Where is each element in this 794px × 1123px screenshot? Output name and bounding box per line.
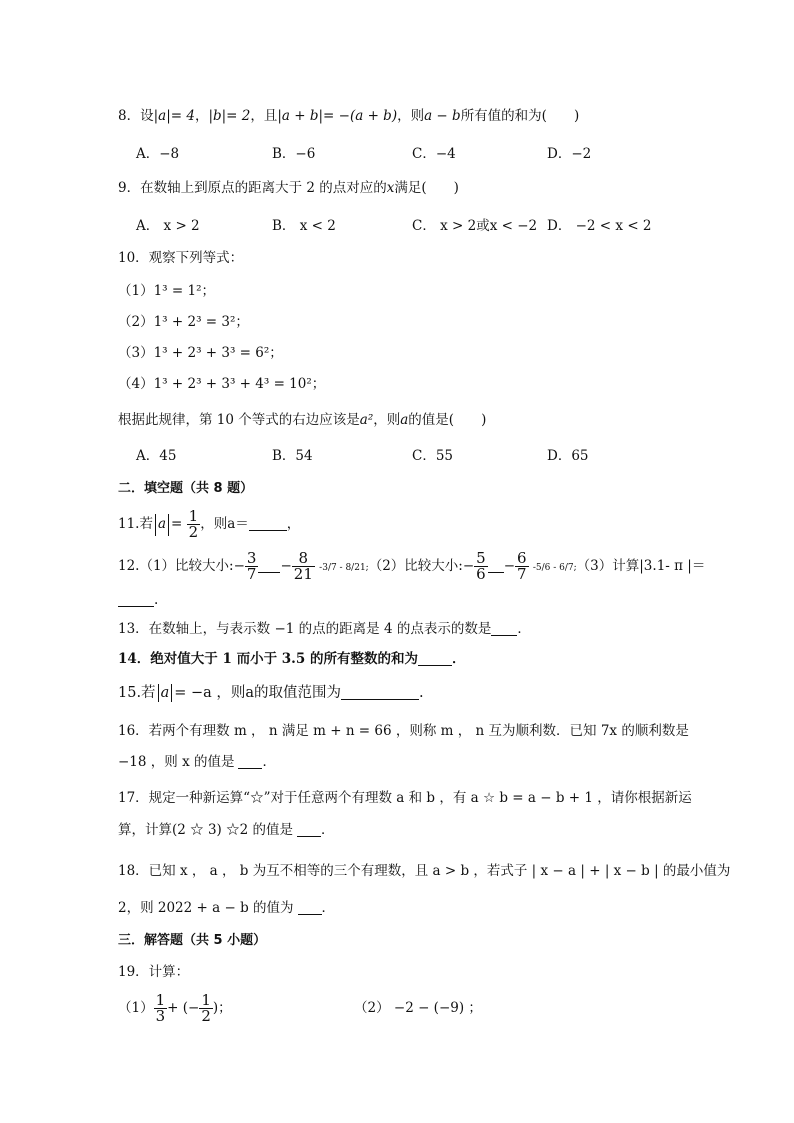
denominator: 2: [188, 523, 199, 541]
answer-blank[interactable]: [298, 900, 322, 915]
question-9: [118, 178, 459, 198]
q12-fraction-3: [474, 551, 488, 582]
q16-end: ．: [262, 754, 276, 770]
q12-small-text-2: -5/6 - 6/7;: [532, 563, 577, 573]
numerator: 1: [201, 991, 211, 1009]
q10-equation-1: [118, 281, 215, 301]
q12-part-3: （3）计算|3.1- π |＝: [576, 558, 706, 574]
denominator: 3: [155, 1007, 166, 1025]
q19-p1-mid: + (−: [167, 1000, 200, 1016]
answer-blank[interactable]: [238, 754, 262, 769]
q15-middle: = −a ，则a的取值范围为: [174, 685, 342, 701]
q11-equals: =: [171, 516, 183, 532]
q19-fraction-1: [154, 993, 168, 1024]
q17-end: ．: [320, 822, 335, 838]
q11-prefix: 11.若: [118, 516, 153, 532]
q13-end: ．: [517, 621, 531, 637]
q10-rule-a: 根据此规律，第 10 个等式的右边应该是: [118, 412, 360, 428]
q8-condition-b: |b|= 2: [208, 108, 251, 124]
abs-bar: [158, 684, 159, 702]
q12-prefix: 12.（1）比较大小:: [118, 558, 234, 574]
q10-eq1: 1³ = 1²；: [153, 283, 215, 299]
abs-bar: [168, 514, 169, 536]
answer-blank[interactable]: [118, 592, 154, 607]
q8-number: 8．设: [118, 108, 154, 124]
q19-fraction-2: [199, 993, 213, 1024]
question-18-line-2: [118, 898, 335, 918]
q10-eq2: 1³ + 2³ = 3²；: [153, 314, 249, 330]
denominator: 21: [293, 565, 313, 583]
q9-var: x: [386, 180, 395, 196]
q8-condition-a: |a|= 4: [153, 108, 195, 124]
q15-end: .: [419, 685, 424, 701]
q10-rule-c: 的值是( ): [408, 412, 487, 428]
q11-end: ，: [286, 516, 301, 532]
abs-bar: [155, 514, 156, 536]
q19-part-1: [118, 990, 232, 1026]
q9-text: 9．在数轴上到原点的距离大于 2 的点对应的: [118, 180, 387, 196]
answer-blank[interactable]: [491, 621, 517, 636]
q9-option-c: C． x > 2或x < −2: [412, 218, 538, 234]
q9-option-b: B． x < 2: [272, 218, 336, 234]
q10-rule-b: ，则: [373, 412, 401, 428]
answer-blank[interactable]: [297, 822, 321, 837]
question-14: [118, 649, 465, 669]
numerator: 8: [292, 551, 315, 567]
question-17-line-1: 17．规定一种新运算“☆”对于任意两个有理数 a 和 b ，有 a ☆ b = a − b + 1 ，请你根据新运: [118, 790, 692, 806]
q18-end: ．: [321, 900, 336, 916]
q10-rule-var: a²: [359, 412, 374, 428]
q12-continuation: [118, 590, 158, 610]
answer-blank[interactable]: [341, 685, 419, 700]
q9-tail: 满足( ): [394, 180, 459, 196]
q8-option-c: C．−4: [412, 146, 456, 162]
q10-rule: [118, 410, 486, 430]
q10-option-d: D．65: [547, 448, 589, 464]
numerator: 1: [155, 991, 166, 1009]
q19-p1-label: （1）: [118, 1000, 154, 1016]
q11-post: ，则a＝: [200, 516, 249, 532]
numerator: 6: [517, 549, 527, 567]
denominator: 6: [476, 565, 486, 583]
q10-option-b: B．54: [272, 448, 313, 464]
q11-fraction: [187, 509, 201, 540]
q10-eq3-label: （3）: [118, 345, 154, 361]
q10-eq3: 1³ + 2³ + 3³ = 6²；: [153, 345, 283, 361]
denominator: 7: [246, 565, 257, 583]
q12-small-text-1: -3/7 - 8/21;: [319, 563, 369, 573]
q10-equation-2: [118, 312, 249, 332]
q8-expression: a − b: [424, 108, 461, 124]
q10-eq2-label: （2）: [118, 314, 154, 330]
q12-fraction-4: [515, 551, 529, 582]
answer-blank[interactable]: [488, 558, 504, 573]
q10-option-c: C．55: [412, 448, 454, 464]
answer-blank[interactable]: [258, 558, 280, 573]
q15-prefix: 15.若: [118, 685, 156, 701]
q12-fraction-2: [292, 551, 315, 582]
q10-eq4-label: （4）: [118, 376, 154, 392]
answer-blank[interactable]: [418, 651, 452, 666]
q10-rule-var2: a: [400, 412, 409, 428]
numerator: 3: [246, 549, 257, 567]
q16-line2-text: −18 ，则 x 的值是: [118, 754, 235, 770]
q10-eq4: 1³ + 2³ + 3³ + 4³ = 10²；: [153, 376, 326, 392]
q9-option-d: D． −2 < x < 2: [547, 218, 652, 234]
q12-fraction-1: [245, 551, 259, 582]
q10-option-a: A．45: [136, 448, 177, 464]
denominator: 2: [201, 1007, 211, 1025]
q9-option-a: A． x > 2: [136, 218, 200, 234]
numerator: 1: [188, 507, 199, 525]
q8-sep1: ，: [194, 108, 209, 124]
q10-equation-4: [118, 374, 325, 394]
question-15: [118, 680, 424, 706]
question-12: 12.（1）比较大小:− $\frac{3}{7}$ − $\frac{8}{21}$ -3/7 - 8/21;（2）比较大小:− $\frac{5}{6}$ − $\frac{6}{7}$ -5/6 - 6/7;（3）计算|3.1- π |＝: [118, 549, 706, 583]
q19-p1-end: )；: [212, 1000, 232, 1016]
question-17-line-2: [118, 820, 334, 840]
question-19-title: 19．计算：: [118, 964, 190, 980]
q8-sep3: ，则: [397, 108, 425, 124]
q14-text: 14．绝对值大于 1 而小于 3.5 的所有整数的和为: [118, 651, 418, 667]
question-16-line-1: 16．若两个有理数 m ， n 满足 m + n = 66 ，则称 m ， n 互为顺利数．已知 7x 的顺利数是: [118, 723, 689, 739]
q8-sep2: ，且: [250, 108, 278, 124]
q8-option-a: A．−8: [136, 146, 180, 162]
question-10-intro: 10．观察下列等式：: [118, 250, 244, 266]
q15-var: a: [160, 685, 170, 701]
q8-option-d: D．−2: [547, 146, 592, 162]
q10-eq1-label: （1）: [118, 283, 154, 299]
numerator: 5: [476, 549, 486, 567]
q8-tail: 所有值的和为( ): [460, 108, 580, 124]
question-13: [118, 619, 531, 639]
q8-option-b: B．−6: [272, 146, 316, 162]
question-16-line-2: [118, 752, 276, 772]
q8-condition-sum: |a + b|= −(a + b): [277, 108, 398, 124]
q19-part-2: （2） −2 − (−9) ；: [354, 1000, 482, 1016]
q17-line2-text: 算，计算(2 ☆ 3) ☆2 的值是: [118, 822, 293, 838]
denominator: 7: [517, 565, 527, 583]
question-8: [118, 106, 579, 126]
q12-middle: （2）比较大小:: [368, 558, 463, 574]
abs-bar: [171, 684, 172, 702]
question-18-line-1: 18．已知 x ， a ， b 为互不相等的三个有理数，且 a > b ，若式子 | x − a | + | x − b | 的最小值为: [118, 863, 731, 879]
answer-blank[interactable]: [249, 516, 287, 531]
q11-var: a: [157, 516, 167, 532]
question-11: [118, 506, 300, 542]
q14-end: ．: [451, 651, 466, 667]
section-3-title: 三．解答题（共 5 小题）: [118, 933, 267, 948]
q13-text: 13．在数轴上，与表示数 −1 的点的距离是 4 的点表示的数是: [118, 621, 492, 637]
section-2-title: 二．填空题（共 8 题）: [118, 481, 254, 496]
q18-line2-text: 2，则 2022 + a − b 的值为: [118, 900, 294, 916]
q12-end: .: [154, 592, 159, 608]
q10-equation-3: [118, 343, 283, 363]
